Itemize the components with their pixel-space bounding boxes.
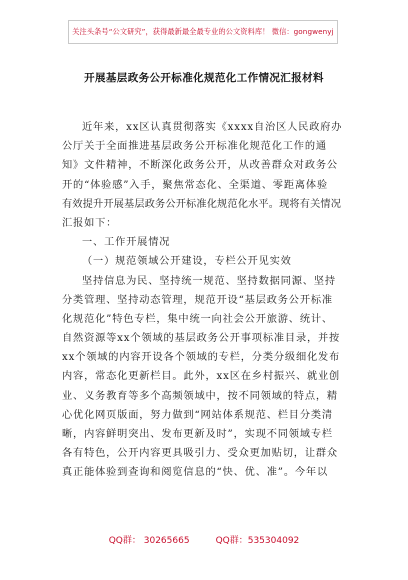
body-line: 开的“体验感”入手，聚焦常态化、全渠道、零距离体验: [62, 179, 328, 191]
body-line: 汇报如下：: [62, 217, 118, 229]
body-line: 化规范化”特色专栏，集中统一向社会公开旅游、统计、: [62, 313, 333, 325]
body-line: 真正能体验到查询和阅览信息的“快、优、准”。今年以: [62, 467, 328, 479]
body-line: 近年来，xx区认真贯彻落实《xxxx自治区人民政府办: [82, 122, 343, 133]
body-line: 业、义务教育等多个高频领域中，按不同领域的特点，精: [62, 390, 338, 402]
subsection-heading: （一）规范领域公开建设，专栏公开见实效: [82, 256, 292, 268]
body-line: 公厅关于全面推进基层政务公开标准化规范化工作的通: [62, 141, 327, 153]
body-line: 心优化网页版面，努力做到“网站体系规范、栏目分类清: [62, 409, 333, 421]
body-line: 内容，常态化更新栏目。此外，xx区在乡村振兴、就业创: [62, 371, 341, 383]
footer-qq-group-2: QQ群：535304092: [215, 536, 300, 546]
body-line: 自然资源等xx个领域的基层政务公开事项标准目录，并按: [62, 333, 341, 345]
document-body: [62, 118, 362, 483]
body-line: 知》文件精神，不断深化政务公开，从改善群众对政务公: [62, 160, 338, 172]
footer-qq-group-1: QQ群： 30265665: [108, 536, 190, 546]
body-line: 坚持信息为民、坚持统一规范、坚持数据同源、坚持: [82, 275, 336, 287]
body-line: 有效提升开展基层政务公开标准化规范化水平。现将有关情况: [62, 198, 342, 210]
document-title: 开展基层政务公开标准化规范化工作情况汇报材料: [84, 72, 324, 84]
header-banner: [68, 20, 338, 44]
body-line: 各有特色，公开内容更具吸引力、受众更加贴切，让群众: [62, 448, 338, 460]
header-promo-text: 关注头条号“公文研究”，获得最新最全最专业的公文资料库！ 微信：gongwenyj: [72, 27, 334, 36]
body-line: xx个领域的内容开设各个领域的专栏，分类分级细化发布: [62, 352, 341, 364]
body-line: 分类管理、坚持动态管理，规范开设“基层政务公开标准: [62, 294, 333, 306]
footer-contact: [0, 533, 408, 546]
section-heading: 一、工作开展情况: [82, 237, 171, 249]
body-line: 晰，内容鲜明突出、发布更新及时”，实现不同领域专栏: [62, 429, 333, 440]
